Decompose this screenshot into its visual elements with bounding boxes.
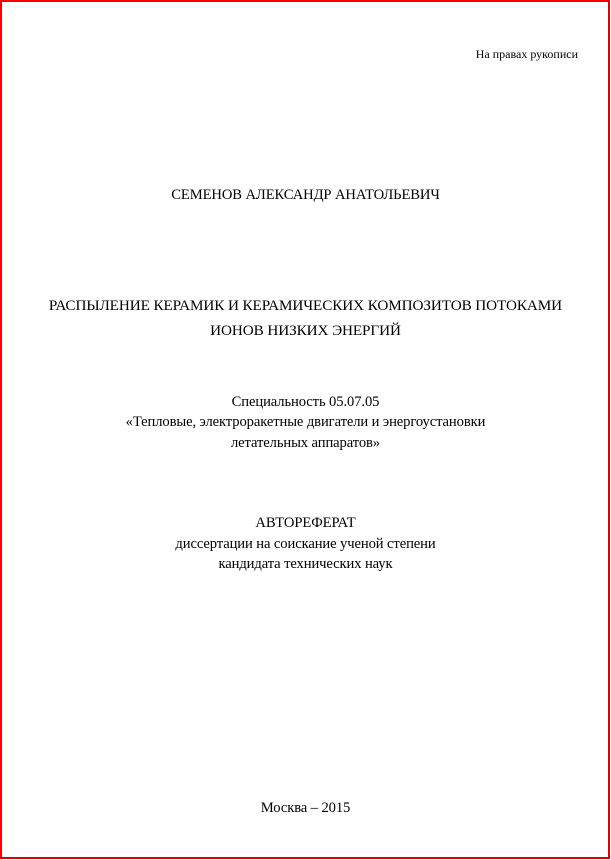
specialty-name-line-2: летательных аппаратов» xyxy=(230,435,381,451)
manuscript-rights-note: На правах рукописи xyxy=(475,47,578,61)
specialty-code: Специальность 05.07.05 xyxy=(231,394,380,410)
title-line-1: РАСПЫЛЕНИЕ КЕРАМИК И КЕРАМИЧЕСКИХ КОМПОЗИТОВ ПОТОКАМИ xyxy=(48,297,563,314)
title-line-2: ИОНОВ НИЗКИХ ЭНЕРГИЙ xyxy=(210,322,401,339)
specialty-name-line-1: «Тепловые, электроракетные двигатели и энергоустановки xyxy=(125,414,486,430)
author-name: СЕМЕНОВ АЛЕКСАНДР АНАТОЛЬЕВИЧ xyxy=(171,187,440,203)
city-year-footer: Москва – 2015 xyxy=(260,800,351,816)
document-type-line-2: кандидата технических наук xyxy=(218,556,393,572)
document-type-heading: АВТОРЕФЕРАТ xyxy=(255,515,356,531)
document-type-line-1: диссертации на соискание ученой степени xyxy=(175,536,436,552)
